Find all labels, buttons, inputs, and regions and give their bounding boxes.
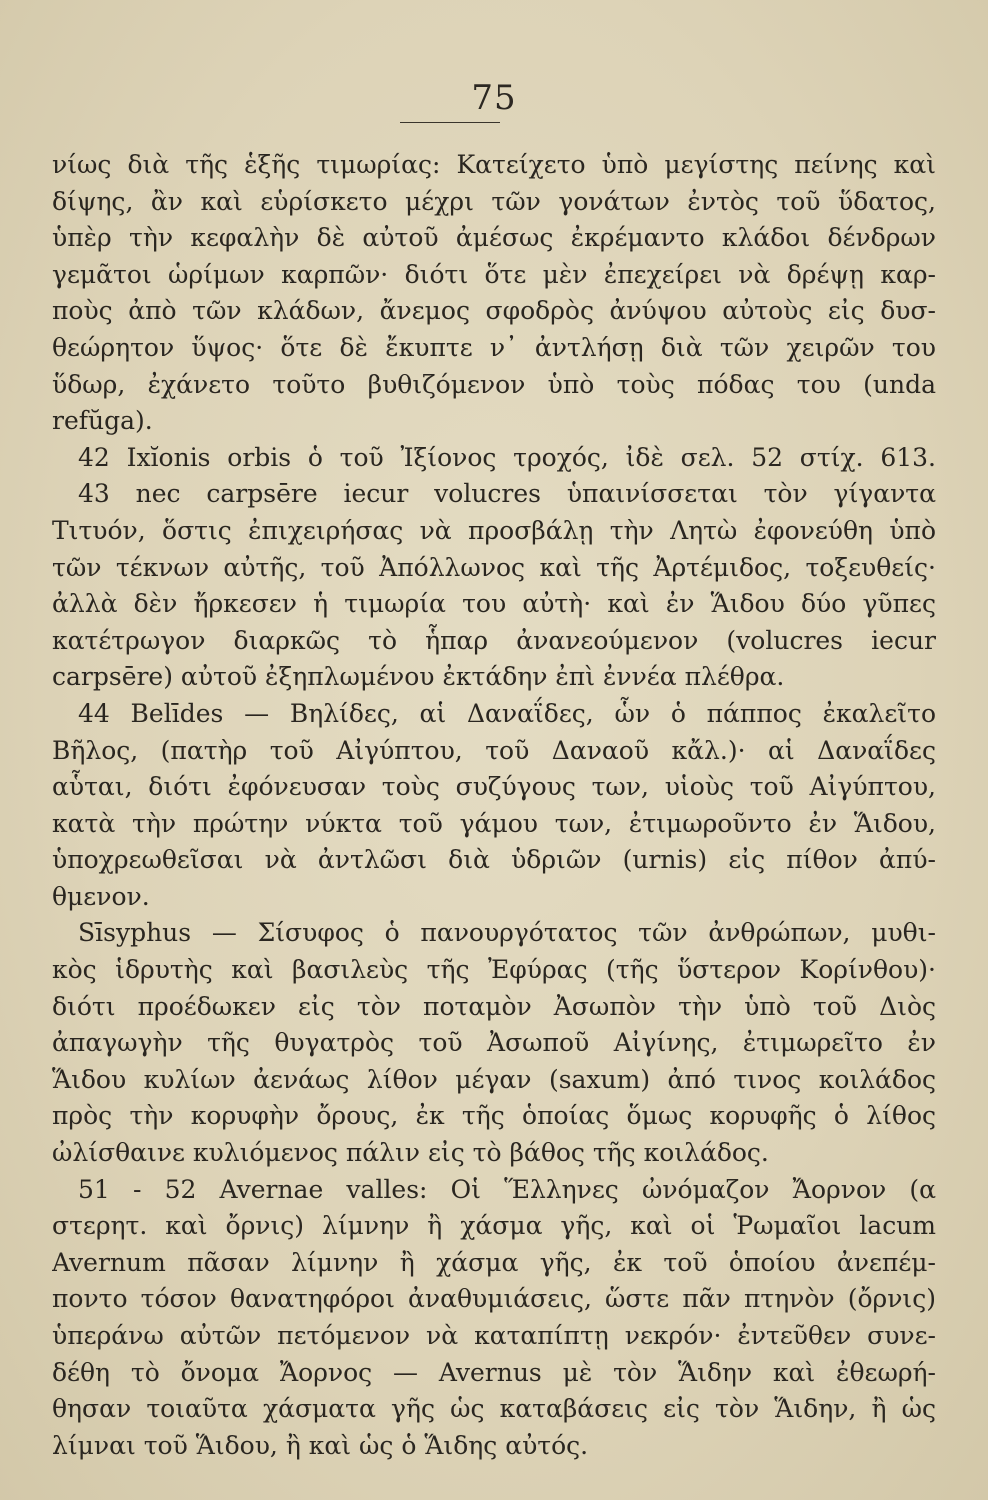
text-line: κατέτρωγον διαρκῶς τὸ ἧπαρ ἀνανεούμενον (volucres iecur bbox=[52, 625, 936, 655]
text-line: Sīsyphus — Σίσυφος ὁ πανουργότατος τῶν ἀνθρώπων, μυθι- bbox=[78, 918, 936, 948]
text-line: ὠλίσθαινε κυλιόμενος πάλιν εἰς τὸ βάθος τῆς κοιλάδος. bbox=[52, 1138, 769, 1168]
page-number: 75 bbox=[471, 78, 517, 118]
text-line: δέθη τὸ ὄνομα Ἄορνος — Avernus μὲ τὸν Ἅιδην καὶ ἐθεωρή- bbox=[52, 1357, 936, 1387]
text-line: γεμᾶτοι ὡρίμων καρπῶν· διότι ὅτε μὲν ἐπεχείρει νὰ δρέψῃ καρ- bbox=[52, 259, 936, 289]
text-line: θησαν τοιαῦτα χάσματα γῆς ὡς καταβάσεις εἰς τὸν Ἅιδην, ἢ ὡς bbox=[52, 1394, 936, 1424]
page-number-rule bbox=[400, 122, 500, 123]
text-line: ποντο τόσον θανατηφόροι ἀναθυμιάσεις, ὥστε πᾶν πτηνὸν (ὄρνις) bbox=[52, 1284, 936, 1314]
text-line: κατὰ τὴν πρώτην νύκτα τοῦ γάμου των, ἐτιμωροῦντο ἐν Ἅιδου, bbox=[52, 808, 936, 838]
text-line: ἀπαγωγὴν τῆς θυγατρὸς τοῦ Ἀσωποῦ Αἰγίνης, ἐτιμωρεῖτο ἐν bbox=[52, 1028, 936, 1058]
text-line: στερητ. καὶ ὄρνις) λίμνην ἢ χάσμα γῆς, καὶ οἱ Ῥωμαῖοι lacum bbox=[52, 1211, 936, 1241]
text-line: Τιτυόν, ὅστις ἐπιχειρήσας νὰ προσβάλῃ τὴν Λητὼ ἐφονεύθη ὑπὸ bbox=[52, 515, 936, 545]
text-line: ὑποχρεωθεῖσαι νὰ ἀντλῶσι διὰ ὑδριῶν (urnis) εἰς πίθον ἀπύ- bbox=[52, 845, 936, 875]
text-line: διότι προέδωκεν εἰς τὸν ποταμὸν Ἀσωπὸν τὴν ὑπὸ τοῦ Διὸς bbox=[52, 991, 936, 1021]
text-line: ὑπὲρ τὴν κεφαλὴν δὲ αὐτοῦ ἀμέσως ἐκρέμαντο κλάδοι δένδρων bbox=[52, 223, 936, 253]
text-line: ὕδωρ, ἐχάνετο τοῦτο βυθιζόμενον ὑπὸ τοὺς πόδας του (unda bbox=[52, 369, 936, 399]
text-line: δίψης, ἂν καὶ εὑρίσκετο μέχρι τῶν γονάτων ἐντὸς τοῦ ὕδατος, bbox=[52, 186, 936, 216]
text-line: αὗται, διότι ἐφόνευσαν τοὺς συζύγους των, υἱοὺς τοῦ Αἰγύπτου, bbox=[52, 772, 936, 802]
text-line: 43 nec carpsēre iecur volucres ὑπαινίσσεται τὸν γίγαντα bbox=[78, 479, 936, 509]
text-line: ὑπεράνω αὐτῶν πετόμενον νὰ καταπίπτῃ νεκρόν· ἐντεῦθεν συνε- bbox=[52, 1321, 936, 1350]
text-line: Βῆλος, (πατὴρ τοῦ Αἰγύπτου, τοῦ Δαναοῦ κἄλ.)· αἱ Δαναΐδες bbox=[52, 735, 936, 765]
text-line: ποὺς ἀπὸ τῶν κλάδων, ἄνεμος σφοδρὸς ἀνύψου αὐτοὺς εἰς δυσ- bbox=[52, 296, 936, 326]
text-line: Ἅιδου κυλίων ἀενάως λίθον μέγαν (saxum) ἀπό τινος κοιλάδος bbox=[52, 1064, 936, 1094]
text-line: νίως διὰ τῆς ἑξῆς τιμωρίας: Κατείχετο ὑπὸ μεγίστης πείνης καὶ bbox=[52, 150, 936, 179]
text-line: Avernum πᾶσαν λίμνην ἢ χάσμα γῆς, ἐκ τοῦ ὁποίου ἀνεπέμ- bbox=[52, 1247, 936, 1277]
text-line: λίμναι τοῦ Ἅιδου, ἢ καὶ ὡς ὁ Ἅιδης αὐτός. bbox=[52, 1430, 589, 1460]
text-line: 42 Ixĭonis orbis ὁ τοῦ Ἰξίονος τροχός, ἰδὲ σελ. 52 στίχ. 613. bbox=[78, 442, 936, 472]
text-line: θμενον. bbox=[52, 881, 150, 911]
text-line: θεώρητον ὕψος· ὅτε δὲ ἔκυπτε ν᾽ ἀντλήσῃ διὰ τῶν χειρῶν του bbox=[52, 332, 936, 362]
text-line: τῶν τέκνων αὐτῆς, τοῦ Ἀπόλλωνος καὶ τῆς Ἀρτέμιδος, τοξευθείς· bbox=[52, 552, 936, 582]
text-line: carpsēre) αὐτοῦ ἐξηπλωμένου ἐκτάδην ἐπὶ ἐννέα πλέθρα. bbox=[52, 662, 785, 692]
text-line: κὸς ἱδρυτὴς καὶ βασιλεὺς τῆς Ἐφύρας (τῆς ὕστερον Κορίνθου)· bbox=[52, 955, 936, 985]
text-line: ἀλλὰ δὲν ἤρκεσεν ἡ τιμωρία του αὐτὴ· καὶ ἐν Ἅιδου δύο γῦπες bbox=[52, 589, 936, 619]
text-line: 44 Belīdes — Βηλίδες, αἱ Δαναΐδες, ὧν ὁ πάππος ἐκαλεῖτο bbox=[78, 698, 936, 728]
text-line: refŭga). bbox=[52, 406, 153, 436]
body-text bbox=[52, 147, 936, 1464]
text-line: πρὸς τὴν κορυφὴν ὄρους, ἐκ τῆς ὁποίας ὅμως κορυφῆς ὁ λίθος bbox=[52, 1101, 936, 1131]
text-line: 51 - 52 Avernae valles: Οἱ Ἕλληνες ὠνόμαζον Ἄορνον (α bbox=[78, 1174, 936, 1204]
